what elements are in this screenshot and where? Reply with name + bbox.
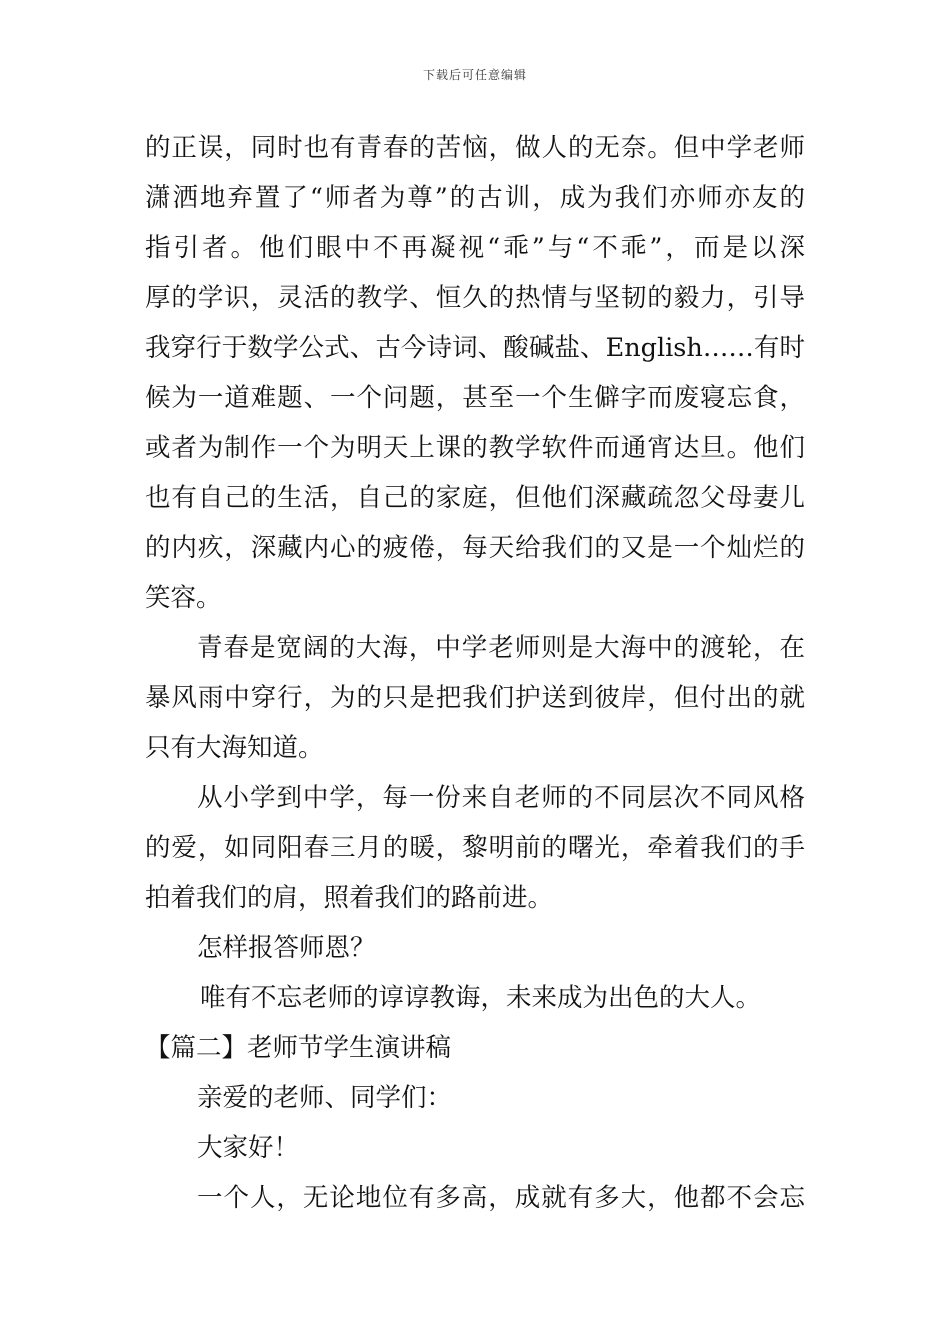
text-line: 我穿行于数学公式、古今诗词、酸碱盐、English……有时 — [145, 333, 805, 363]
question-line: 怎样报答师恩？ — [197, 933, 376, 963]
paragraph-start-line: 青春是宽阔的大海，中学老师则是大海中的渡轮，在 — [197, 633, 805, 663]
text-line: 的爱，如同阳春三月的暖，黎明前的曙光，牵着我们的手 — [145, 833, 805, 863]
text-line: 指引者。他们眼中不再凝视“乖”与“不乖”，而是以深 — [145, 233, 805, 263]
text-line: 的正误，同时也有青春的苦恼，做人的无奈。但中学老师 — [145, 133, 805, 163]
text-line: 潇洒地弃置了“师者为尊”的古训，成为我们亦师亦友的 — [145, 183, 805, 213]
text-line: 笑容。 — [145, 583, 222, 613]
text-line: 也有自己的生活，自己的家庭，但他们深藏疏忽父母妻儿 — [145, 483, 805, 513]
page-header: 下载后可任意编辑 — [422, 68, 527, 82]
text-line: 只有大海知道。 — [145, 733, 324, 763]
text-line: 或者为制作一个为明天上课的教学软件而通宵达旦。他们 — [145, 433, 805, 463]
text-line: 厚的学识，灵活的教学、恒久的热情与坚韧的毅力，引导 — [145, 283, 805, 313]
text-line: 的内疚，深藏内心的疲倦，每天给我们的又是一个灿烂的 — [145, 533, 805, 563]
text-line: 暴风雨中穿行，为的只是把我们护送到彼岸，但付出的就 — [145, 683, 805, 713]
greeting-line: 大家好！ — [197, 1133, 300, 1163]
section-heading: 【篇二】老师节学生演讲稿 — [145, 1033, 452, 1063]
answer-line: 唯有不忘老师的谆谆教诲，未来成为出色的大人。 — [200, 983, 762, 1013]
paragraph-start-line: 一个人，无论地位有多高，成就有多大，他都不会忘 — [197, 1183, 805, 1213]
paragraph-start-line: 从小学到中学，每一份来自老师的不同层次不同风格 — [197, 783, 805, 813]
text-line: 候为一道难题、一个问题，甚至一个生僻字而废寝忘食， — [145, 383, 805, 413]
text-line: 拍着我们的肩，照着我们的路前进。 — [145, 883, 554, 913]
salutation-line: 亲爱的老师、同学们： — [197, 1083, 453, 1113]
